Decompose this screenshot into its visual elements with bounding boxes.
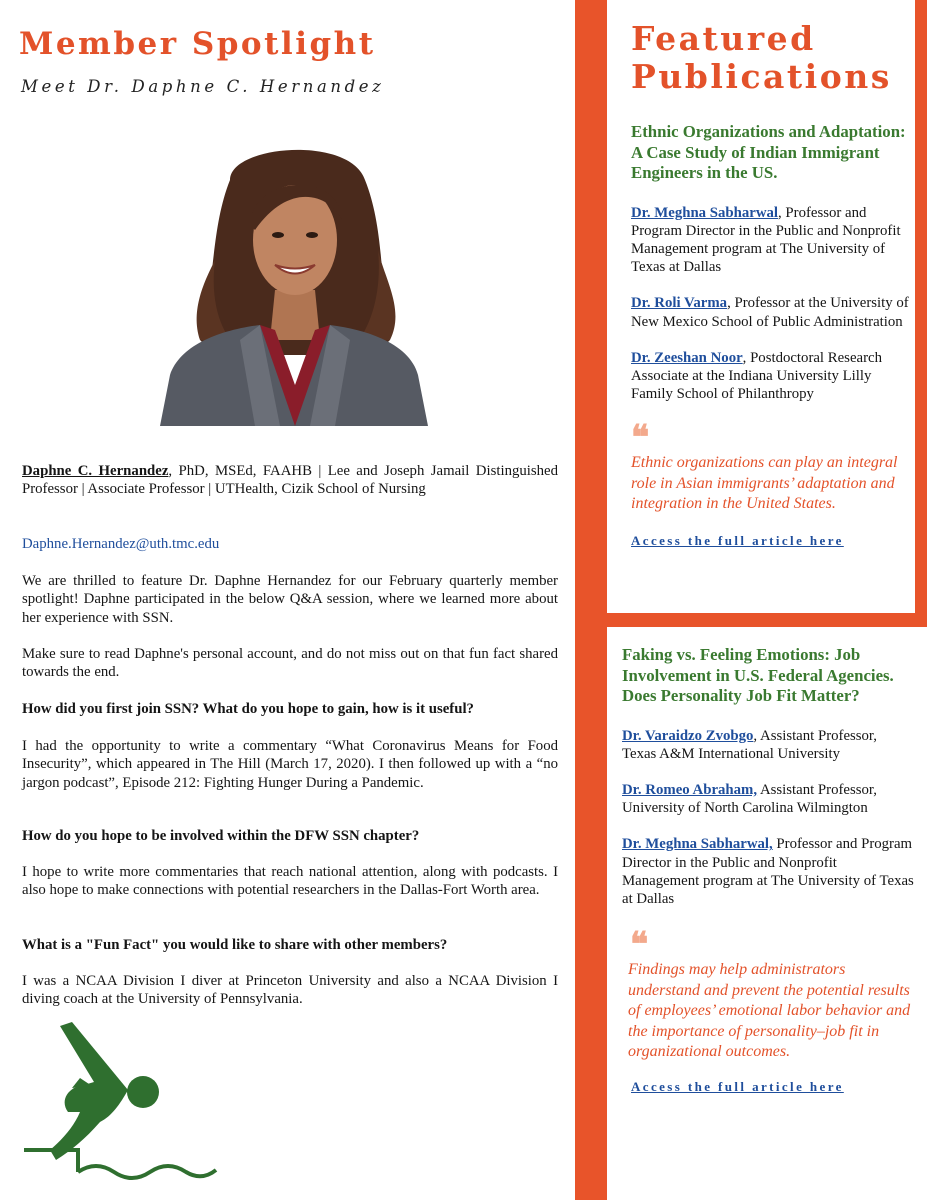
- publication-title[interactable]: Ethnic Organizations and Adaptation: A Case Study of Indian Immigrant Engineers in the US.: [631, 122, 906, 182]
- answer-3: I was a NCAA Division I diver at Princeton University and also a NCAA Division I diving coach at the University of Pennsylvania.: [22, 973, 558, 1008]
- question-3: What is a "Fun Fact" you would like to share with other members?: [22, 937, 448, 953]
- publication-1: [631, 122, 915, 549]
- access-article-link[interactable]: Access the full article here: [631, 532, 844, 548]
- spotlight-title: Member Spotlight: [19, 26, 376, 62]
- author-entry: Dr. Romeo Abraham, Assistant Professor, University of North Carolina Wilmington: [622, 781, 877, 817]
- frame-bar-left: [575, 0, 607, 1200]
- quote-mark-icon: ❝: [631, 423, 650, 448]
- spotlight-subtitle: Meet Dr. Daphne C. Hernandez: [21, 77, 385, 96]
- answer-1: I had the opportunity to write a commentary “What Coronavirus Means for Food Insecurity”, which appeared in The Hill (March 17, 2020). I then followed up with a “no jargon podcast”, Episode 212: Fighting Hunger During a Pandemic.: [22, 738, 558, 791]
- author-entry: Dr. Meghna Sabharwal, Professor and Program Director in the Public and Nonprofit Management program at The University of Texas at Dallas: [631, 204, 901, 276]
- credentials-paragraph: [22, 462, 558, 499]
- author-link[interactable]: Dr. Varaidzo Zvobgo: [622, 727, 754, 744]
- publication-title[interactable]: Faking vs. Feeling Emotions: Job Involvement in U.S. Federal Agencies. Does Personality Job Fit Matter?: [622, 645, 894, 705]
- publication-2: [622, 645, 914, 1095]
- frame-bar-right: [915, 0, 927, 613]
- question-2: How do you hope to be involved within the DFW SSN chapter?: [22, 828, 420, 844]
- email-link[interactable]: Daphne.Hernandez@uth.tmc.edu: [22, 536, 220, 552]
- credentials-text: , PhD, MSEd, FAAHB | Lee and Joseph Jamail Distinguished Professor | Associate Professor | UTHealth, Cizik School of Nursing: [22, 463, 558, 498]
- author-entry: Dr. Zeeshan Noor, Postdoctoral Research Associate at the Indiana University Lilly Family School of Philanthropy: [631, 349, 882, 403]
- intro-paragraph: We are thrilled to feature Dr. Daphne Hernandez for our February quarterly member spotlight! Daphne participated in the below Q&A session, where we learned more about her experience with SSN.: [22, 573, 558, 626]
- author-entry: Dr. Meghna Sabharwal, Professor and Program Director in the Public and Nonprofit Management program at The University of Texas at Dallas: [622, 836, 914, 907]
- author-link[interactable]: Dr. Meghna Sabharwal: [631, 204, 779, 221]
- author-link[interactable]: Dr. Roli Varma: [631, 295, 728, 312]
- diver-swimmer-icon: [20, 1020, 220, 1190]
- answer-2: I hope to write more commentaries that reach national attention, along with podcasts. I also hope to make connections with potential researchers in the Dallas-Fort Worth area.: [22, 864, 558, 899]
- author-link[interactable]: Dr. Romeo Abraham,: [622, 781, 758, 798]
- portrait-photo: [160, 140, 428, 426]
- question-1: How did you first join SSN? What do you hope to gain, how is it useful?: [22, 701, 474, 717]
- author-link[interactable]: Dr. Meghna Sabharwal,: [622, 836, 773, 853]
- pull-quote: Ethnic organizations can play an integral role in Asian immigrants’ adaptation and integration in the United States.: [631, 454, 898, 513]
- member-name-link[interactable]: Daphne C. Hernandez: [22, 463, 169, 479]
- frame-divider: [607, 613, 927, 627]
- author-entry: Dr. Varaidzo Zvobgo, Assistant Professor, Texas A&M International University: [622, 727, 877, 762]
- access-article-link[interactable]: Access the full article here: [631, 1078, 844, 1094]
- featured-heading: Featured Publications: [631, 19, 892, 96]
- author-entry: Dr. Roli Varma, Professor at the University of New Mexico School of Public Administration: [631, 295, 909, 330]
- quote-mark-icon: ❝: [630, 930, 649, 955]
- intro-paragraph-2: Make sure to read Daphne's personal account, and do not miss out on that fun fact shared towards the end.: [22, 646, 558, 681]
- author-link[interactable]: Dr. Zeeshan Noor: [631, 349, 743, 366]
- pull-quote: Findings may help administrators understand and prevent the potential results of employees’ emotional labor behavior and the importance of personality–job fit in organizational outcomes.: [628, 961, 911, 1061]
